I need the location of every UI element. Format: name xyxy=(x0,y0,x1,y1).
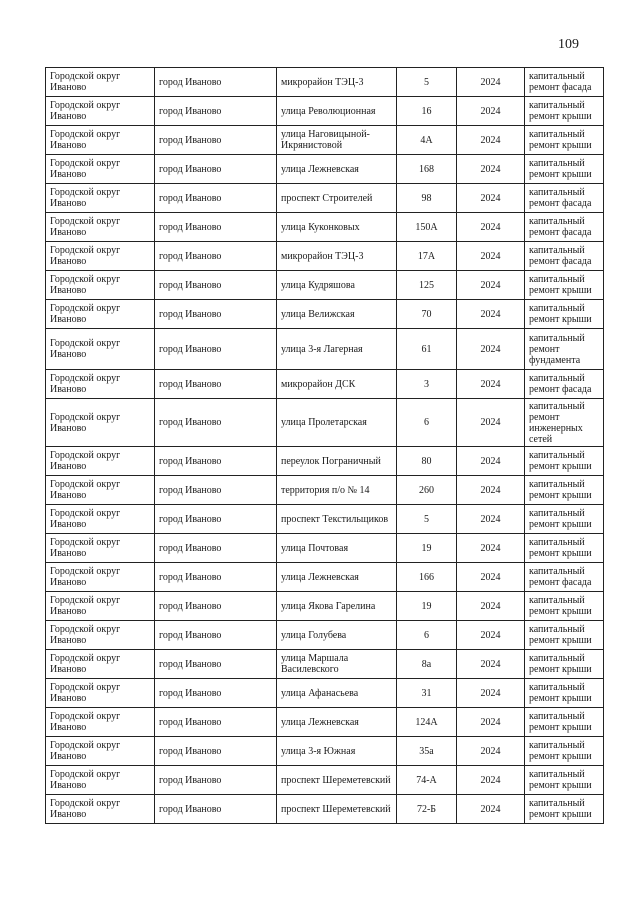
city-cell: город Иваново xyxy=(155,563,277,592)
work-type-cell: капитальный ремонт фасада xyxy=(525,213,604,242)
district-cell: Городской округ Иваново xyxy=(46,505,155,534)
street-cell: улица Почтовая xyxy=(277,534,397,563)
repair-schedule-table xyxy=(45,67,604,824)
work-type-cell: капитальный ремонт крыши xyxy=(525,505,604,534)
district-cell: Городской округ Иваново xyxy=(46,242,155,271)
city-cell: город Иваново xyxy=(155,126,277,155)
table-row xyxy=(46,399,604,447)
year-cell: 2024 xyxy=(457,213,525,242)
district-cell: Городской округ Иваново xyxy=(46,679,155,708)
work-type-cell: капитальный ремонт крыши xyxy=(525,737,604,766)
city-cell: город Иваново xyxy=(155,97,277,126)
house-number-cell: 4А xyxy=(397,126,457,155)
year-cell: 2024 xyxy=(457,271,525,300)
city-cell: город Иваново xyxy=(155,650,277,679)
street-cell: улица Кудряшова xyxy=(277,271,397,300)
district-cell: Городской округ Иваново xyxy=(46,766,155,795)
street-cell: территория п/о № 14 xyxy=(277,476,397,505)
house-number-cell: 5 xyxy=(397,505,457,534)
street-cell: улица Куконковых xyxy=(277,213,397,242)
district-cell: Городской округ Иваново xyxy=(46,370,155,399)
work-type-cell: капитальный ремонт крыши xyxy=(525,708,604,737)
table-row xyxy=(46,155,604,184)
table-row xyxy=(46,505,604,534)
work-type-cell: капитальный ремонт крыши xyxy=(525,795,604,824)
street-cell: улица 3-я Южная xyxy=(277,737,397,766)
street-cell: улица Лежневская xyxy=(277,563,397,592)
street-cell: проспект Текстильщиков xyxy=(277,505,397,534)
table-row xyxy=(46,766,604,795)
city-cell: город Иваново xyxy=(155,68,277,97)
district-cell: Городской округ Иваново xyxy=(46,447,155,476)
table-row xyxy=(46,213,604,242)
house-number-cell: 6 xyxy=(397,621,457,650)
street-cell: переулок Пограничный xyxy=(277,447,397,476)
city-cell: город Иваново xyxy=(155,329,277,370)
house-number-cell: 61 xyxy=(397,329,457,370)
table-row xyxy=(46,534,604,563)
year-cell: 2024 xyxy=(457,766,525,795)
district-cell: Городской округ Иваново xyxy=(46,621,155,650)
table-row xyxy=(46,650,604,679)
district-cell: Городской округ Иваново xyxy=(46,68,155,97)
house-number-cell: 70 xyxy=(397,300,457,329)
house-number-cell: 124А xyxy=(397,708,457,737)
year-cell: 2024 xyxy=(457,563,525,592)
house-number-cell: 98 xyxy=(397,184,457,213)
year-cell: 2024 xyxy=(457,795,525,824)
city-cell: город Иваново xyxy=(155,447,277,476)
district-cell: Городской округ Иваново xyxy=(46,476,155,505)
district-cell: Городской округ Иваново xyxy=(46,708,155,737)
table-row xyxy=(46,184,604,213)
city-cell: город Иваново xyxy=(155,621,277,650)
table-row xyxy=(46,795,604,824)
city-cell: город Иваново xyxy=(155,300,277,329)
work-type-cell: капитальный ремонт крыши xyxy=(525,534,604,563)
work-type-cell: капитальный ремонт крыши xyxy=(525,650,604,679)
city-cell: город Иваново xyxy=(155,213,277,242)
year-cell: 2024 xyxy=(457,184,525,213)
district-cell: Городской округ Иваново xyxy=(46,650,155,679)
table-row xyxy=(46,447,604,476)
table-row xyxy=(46,126,604,155)
year-cell: 2024 xyxy=(457,68,525,97)
work-type-cell: капитальный ремонт крыши xyxy=(525,447,604,476)
table-row xyxy=(46,300,604,329)
work-type-cell: капитальный ремонт крыши xyxy=(525,155,604,184)
city-cell: город Иваново xyxy=(155,476,277,505)
district-cell: Городской округ Иваново xyxy=(46,271,155,300)
table-body xyxy=(46,68,604,824)
house-number-cell: 31 xyxy=(397,679,457,708)
district-cell: Городской округ Иваново xyxy=(46,213,155,242)
street-cell: проспект Строителей xyxy=(277,184,397,213)
house-number-cell: 5 xyxy=(397,68,457,97)
street-cell: улица Афанасьева xyxy=(277,679,397,708)
work-type-cell: капитальный ремонт крыши xyxy=(525,679,604,708)
city-cell: город Иваново xyxy=(155,737,277,766)
year-cell: 2024 xyxy=(457,534,525,563)
street-cell: улица Маршала Василевского xyxy=(277,650,397,679)
district-cell: Городской округ Иваново xyxy=(46,737,155,766)
house-number-cell: 125 xyxy=(397,271,457,300)
table-row xyxy=(46,592,604,621)
house-number-cell: 3 xyxy=(397,370,457,399)
work-type-cell: капитальный ремонт крыши xyxy=(525,300,604,329)
table-row xyxy=(46,679,604,708)
year-cell: 2024 xyxy=(457,242,525,271)
year-cell: 2024 xyxy=(457,737,525,766)
street-cell: улица Лежневская xyxy=(277,155,397,184)
street-cell: улица 3-я Лагерная xyxy=(277,329,397,370)
work-type-cell: капитальный ремонт крыши xyxy=(525,592,604,621)
district-cell: Городской округ Иваново xyxy=(46,329,155,370)
city-cell: город Иваново xyxy=(155,592,277,621)
street-cell: улица Революционная xyxy=(277,97,397,126)
house-number-cell: 80 xyxy=(397,447,457,476)
table-row xyxy=(46,370,604,399)
district-cell: Городской округ Иваново xyxy=(46,592,155,621)
city-cell: город Иваново xyxy=(155,242,277,271)
year-cell: 2024 xyxy=(457,505,525,534)
district-cell: Городской округ Иваново xyxy=(46,563,155,592)
house-number-cell: 150А xyxy=(397,213,457,242)
city-cell: город Иваново xyxy=(155,795,277,824)
table-row xyxy=(46,271,604,300)
work-type-cell: капитальный ремонт фасада xyxy=(525,563,604,592)
table-row xyxy=(46,68,604,97)
house-number-cell: 16 xyxy=(397,97,457,126)
work-type-cell: капитальный ремонт инженерных сетей xyxy=(525,399,604,447)
district-cell: Городской округ Иваново xyxy=(46,184,155,213)
house-number-cell: 166 xyxy=(397,563,457,592)
year-cell: 2024 xyxy=(457,399,525,447)
year-cell: 2024 xyxy=(457,592,525,621)
work-type-cell: капитальный ремонт фасада xyxy=(525,68,604,97)
street-cell: проспект Шереметевский xyxy=(277,795,397,824)
work-type-cell: капитальный ремонт крыши xyxy=(525,476,604,505)
city-cell: город Иваново xyxy=(155,399,277,447)
district-cell: Городской округ Иваново xyxy=(46,795,155,824)
city-cell: город Иваново xyxy=(155,184,277,213)
street-cell: проспект Шереметевский xyxy=(277,766,397,795)
work-type-cell: капитальный ремонт крыши xyxy=(525,766,604,795)
table-row xyxy=(46,329,604,370)
street-cell: микрорайон ДСК xyxy=(277,370,397,399)
street-cell: улица Наговицыной-Икрянистовой xyxy=(277,126,397,155)
work-type-cell: капитальный ремонт крыши xyxy=(525,97,604,126)
district-cell: Городской округ Иваново xyxy=(46,300,155,329)
street-cell: микрорайон ТЭЦ-3 xyxy=(277,242,397,271)
street-cell: улица Голубева xyxy=(277,621,397,650)
year-cell: 2024 xyxy=(457,97,525,126)
city-cell: город Иваново xyxy=(155,679,277,708)
house-number-cell: 74-А xyxy=(397,766,457,795)
house-number-cell: 168 xyxy=(397,155,457,184)
house-number-cell: 19 xyxy=(397,534,457,563)
table-row xyxy=(46,97,604,126)
house-number-cell: 17А xyxy=(397,242,457,271)
work-type-cell: капитальный ремонт фундамента xyxy=(525,329,604,370)
table-row xyxy=(46,563,604,592)
street-cell: улица Пролетарская xyxy=(277,399,397,447)
year-cell: 2024 xyxy=(457,708,525,737)
district-cell: Городской округ Иваново xyxy=(46,97,155,126)
table-row xyxy=(46,476,604,505)
house-number-cell: 260 xyxy=(397,476,457,505)
year-cell: 2024 xyxy=(457,679,525,708)
city-cell: город Иваново xyxy=(155,370,277,399)
table-row xyxy=(46,737,604,766)
year-cell: 2024 xyxy=(457,370,525,399)
house-number-cell: 19 xyxy=(397,592,457,621)
district-cell: Городской округ Иваново xyxy=(46,126,155,155)
table-row xyxy=(46,621,604,650)
house-number-cell: 6 xyxy=(397,399,457,447)
table-row xyxy=(46,708,604,737)
street-cell: улица Якова Гарелина xyxy=(277,592,397,621)
year-cell: 2024 xyxy=(457,476,525,505)
year-cell: 2024 xyxy=(457,126,525,155)
page-number: 109 xyxy=(558,37,579,52)
year-cell: 2024 xyxy=(457,621,525,650)
city-cell: город Иваново xyxy=(155,766,277,795)
year-cell: 2024 xyxy=(457,329,525,370)
work-type-cell: капитальный ремонт фасада xyxy=(525,370,604,399)
city-cell: город Иваново xyxy=(155,505,277,534)
district-cell: Городской округ Иваново xyxy=(46,399,155,447)
city-cell: город Иваново xyxy=(155,271,277,300)
city-cell: город Иваново xyxy=(155,708,277,737)
house-number-cell: 72-Б xyxy=(397,795,457,824)
work-type-cell: капитальный ремонт крыши xyxy=(525,126,604,155)
work-type-cell: капитальный ремонт фасада xyxy=(525,242,604,271)
year-cell: 2024 xyxy=(457,155,525,184)
street-cell: улица Лежневская xyxy=(277,708,397,737)
house-number-cell: 8а xyxy=(397,650,457,679)
work-type-cell: капитальный ремонт крыши xyxy=(525,621,604,650)
district-cell: Городской округ Иваново xyxy=(46,155,155,184)
city-cell: город Иваново xyxy=(155,534,277,563)
street-cell: микрорайон ТЭЦ-3 xyxy=(277,68,397,97)
year-cell: 2024 xyxy=(457,447,525,476)
work-type-cell: капитальный ремонт фасада xyxy=(525,184,604,213)
city-cell: город Иваново xyxy=(155,155,277,184)
work-type-cell: капитальный ремонт крыши xyxy=(525,271,604,300)
street-cell: улица Велижская xyxy=(277,300,397,329)
year-cell: 2024 xyxy=(457,650,525,679)
year-cell: 2024 xyxy=(457,300,525,329)
district-cell: Городской округ Иваново xyxy=(46,534,155,563)
table-row xyxy=(46,242,604,271)
house-number-cell: 35а xyxy=(397,737,457,766)
